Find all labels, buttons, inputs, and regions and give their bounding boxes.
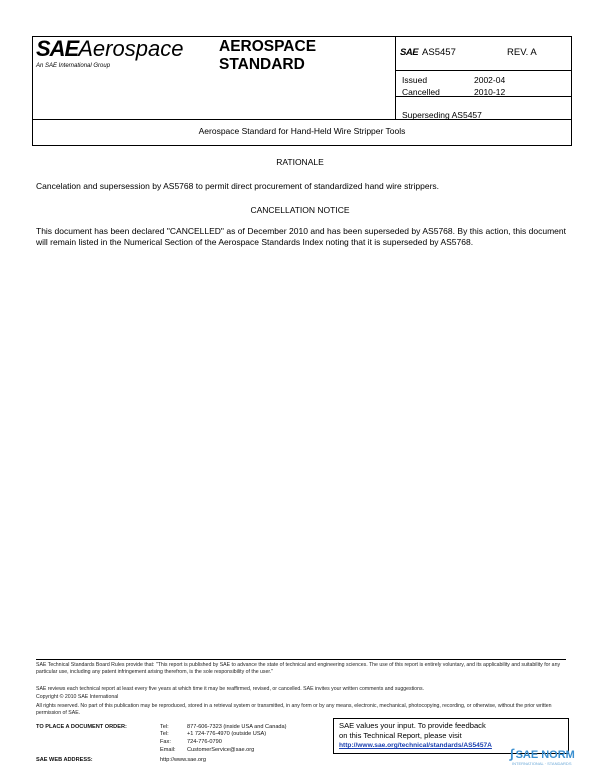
fax-label: Fax: — [160, 739, 171, 745]
logo-subtitle: An SAE International Group — [36, 63, 111, 69]
watermark-logo-icon: ∫ — [510, 746, 514, 761]
feedback-line-2: on this Technical Report, please visit — [339, 731, 462, 740]
cancelled-date: 2010-12 — [474, 87, 506, 97]
tel-value: 877-606-7323 (inside USA and Canada) — [187, 724, 287, 730]
tel2-label: Tel: — [160, 731, 169, 737]
revision: REV. A — [507, 47, 537, 58]
standard-type-title — [219, 38, 316, 74]
fax-value: 724-776-0790 — [187, 739, 222, 745]
web-label: SAE WEB ADDRESS: — [36, 757, 93, 763]
board-rules-text: SAE Technical Standards Board Rules provide that: "This report is published by SAE to advance the state of technical and engineering sciences. The use of this report is entirely voluntary, and its applicability and suitability for any particular use, including any patent infringement arising therefrom, is the sole responsibility of the user." — [36, 662, 561, 675]
tel-label: Tel: — [160, 724, 169, 730]
logo-brand: SAE — [36, 36, 79, 61]
tel2-value: +1 724-776-4970 (outside USA) — [187, 731, 267, 737]
cancelled-label: Cancelled — [402, 87, 440, 97]
watermark-subtext: INTERNATIONAL · STANDARDS — [512, 761, 572, 766]
watermark-text: SAE NORM — [515, 749, 575, 761]
sae-norm-watermark — [510, 746, 575, 761]
email-label: Email: — [160, 747, 176, 753]
document-number-row — [400, 47, 537, 58]
document-number: AS5457 — [422, 47, 456, 58]
web-link[interactable]: http://www.sae.org — [160, 757, 207, 763]
rights-text: All rights reserved. No part of this publication may be reproduced, stored in a retrieval system or transmitted, in any form or by any means, electronic, mechanical, photocopying, recording, or otherwise, without the prior written permission of SAE. — [36, 703, 552, 716]
review-text: SAE reviews each technical report at least every five years at which time it may be reaffirmed, revised, or cancelled. SAE invites your written comments and suggestions. — [36, 686, 424, 692]
feedback-link[interactable]: http://www.sae.org/technical/standards/AS5457A — [339, 742, 492, 749]
logo-product: Aerospace — [78, 36, 184, 61]
document-title-box — [32, 119, 572, 145]
doc-brand: SAE — [400, 47, 419, 58]
document-title: Aerospace Standard for Hand-Held Wire Stripper Tools — [198, 126, 406, 136]
email-link[interactable]: CustomerService@sae.org — [187, 747, 255, 753]
cancellation-text: This document has been declared "CANCELLED" as of December 2010 and has been superseded by AS5768. By this action, this document will remain listed in the Numerical Section of the Aerospace Standards Index noting that it is superseded by AS5768. — [36, 226, 566, 247]
feedback-line-1: SAE values your input. To provide feedback — [339, 721, 486, 730]
issued-date: 2002-04 — [474, 75, 506, 85]
rationale-heading: RATIONALE — [276, 157, 324, 167]
superseding-note: Superseding AS5457 — [402, 110, 482, 120]
copyright-text: Copyright © 2010 SAE International — [36, 694, 119, 700]
order-label: TO PLACE A DOCUMENT ORDER: — [36, 724, 127, 730]
cancellation-heading: CANCELLATION NOTICE — [250, 205, 350, 215]
issued-label: Issued — [402, 75, 428, 85]
standard-line-1: AEROSPACE — [219, 38, 317, 55]
rationale-text: Cancelation and supersession by AS5768 to permit direct procurement of standardized hand wire strippers. — [36, 181, 440, 191]
footer-divider — [36, 659, 566, 660]
standard-line-2: STANDARD — [219, 56, 305, 73]
